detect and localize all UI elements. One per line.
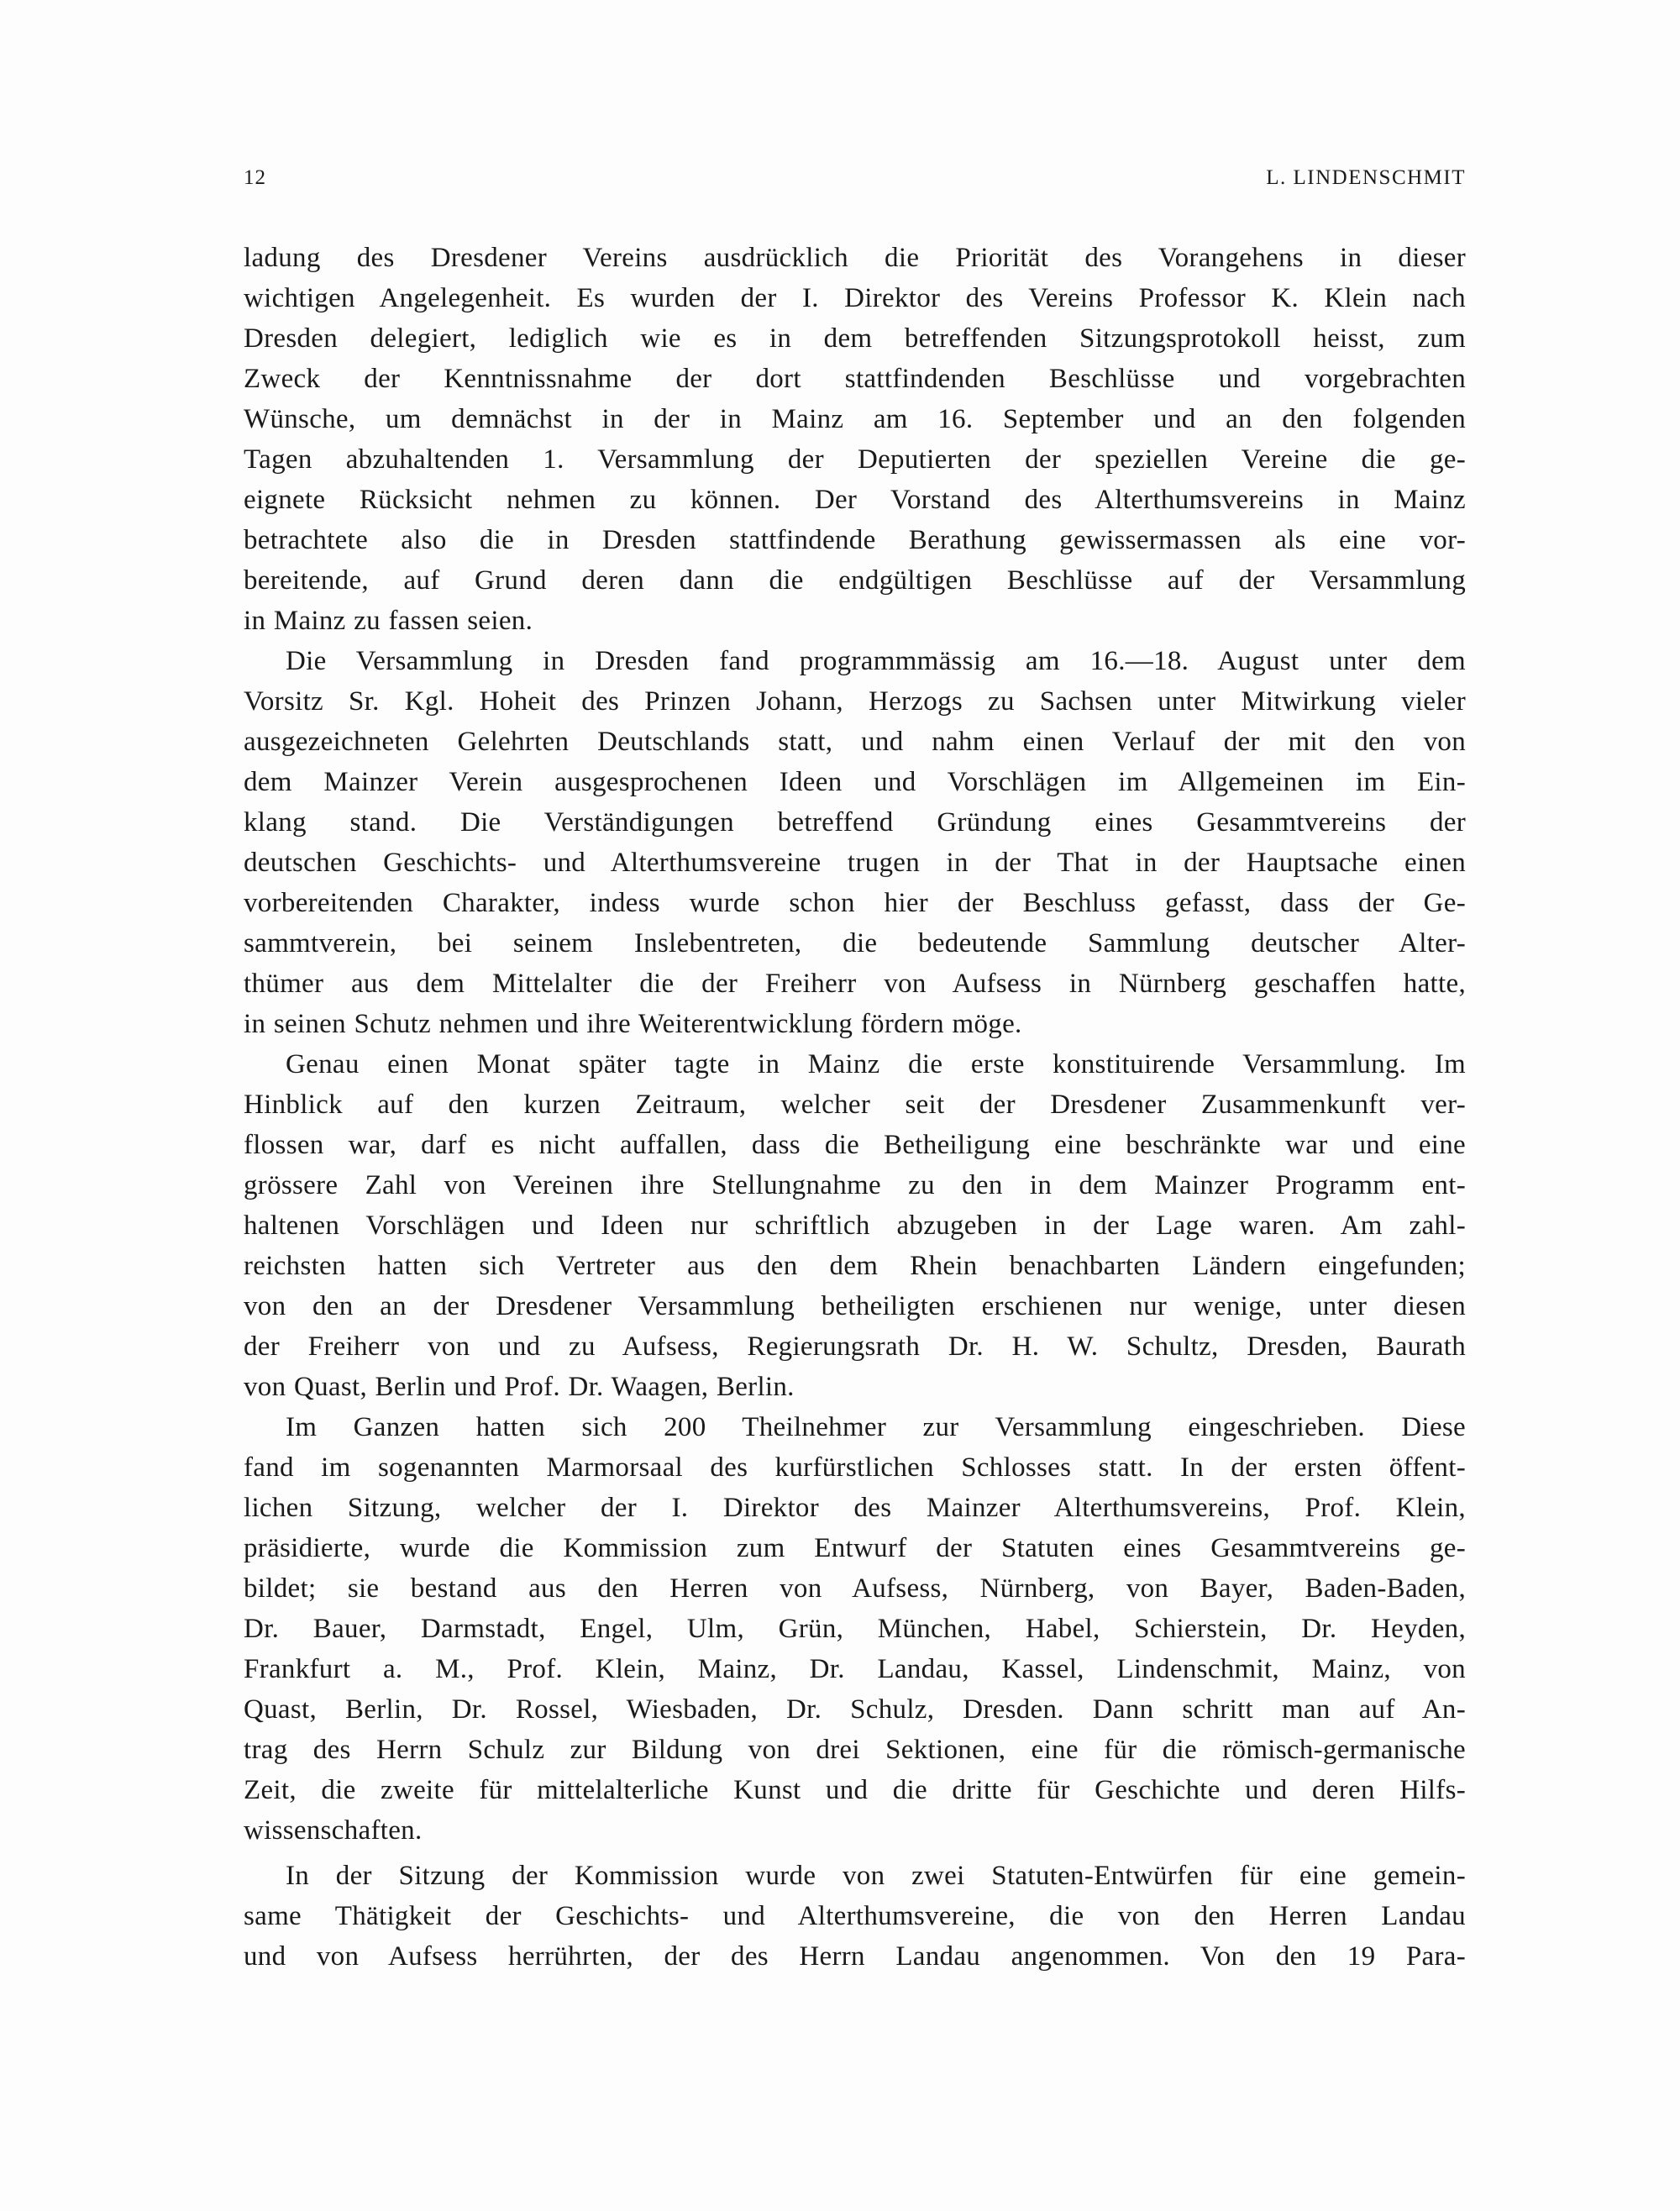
text-line: in Mainz zu fassen seien.: [244, 606, 533, 636]
text-line: Quast, Berlin, Dr. Rossel, Wiesbaden, Dr. Schulz, Dresden. Dann schritt man auf An-: [244, 1694, 1466, 1725]
text-line: in seinen Schutz nehmen und ihre Weiterentwicklung fördern möge.: [244, 1009, 1022, 1039]
text-line: same Thätigkeit der Geschichts- und Alterthumsvereine, die von den Herren Landau: [244, 1901, 1466, 1931]
text-line: Im Ganzen hatten sich 200 Theilnehmer zur Versammlung eingeschrieben. Diese: [286, 1412, 1466, 1442]
text-line: Die Versammlung in Dresden fand programmmässig am 16.—18. August unter dem: [286, 646, 1466, 676]
text-line: fand im sogenannten Marmorsaal des kurfürstlichen Schlosses statt. In der ersten öffent-: [244, 1452, 1466, 1483]
text-line: eignete Rücksicht nehmen zu können. Der Vorstand des Alterthumsvereins in Mainz: [244, 485, 1466, 515]
paragraph: [244, 1856, 1466, 1977]
text-line: lichen Sitzung, welcher der I. Direktor des Mainzer Alterthumsvereins, Prof. Klein,: [244, 1493, 1466, 1523]
text-line: haltenen Vorschlägen und Ideen nur schriftlich abzugeben in der Lage waren. Am zahl-: [244, 1211, 1466, 1241]
text-line: wissenschaften.: [244, 1815, 423, 1846]
text-line: klang stand. Die Verständigungen betreffend Gründung eines Gesammtvereins der: [244, 807, 1466, 838]
text-line: grössere Zahl von Vereinen ihre Stellungnahme zu den in dem Mainzer Programm ent-: [244, 1170, 1466, 1200]
paragraph: [244, 1044, 1466, 1407]
text-line: Frankfurt a. M., Prof. Klein, Mainz, Dr. Landau, Kassel, Lindenschmit, Mainz, von: [244, 1654, 1466, 1684]
text-line: Tagen abzuhaltenden 1. Versammlung der Deputierten der speziellen Vereine die ge-: [244, 444, 1466, 475]
text-line: Wünsche, um demnächst in der in Mainz am 16. September und an den folgenden: [244, 404, 1466, 434]
text-line: vorbereitenden Charakter, indess wurde schon hier der Beschluss gefasst, dass der Ge-: [244, 888, 1466, 918]
text-line: betrachtete also die in Dresden stattfindende Berathung gewissermassen als eine vor-: [244, 525, 1466, 555]
text-line: thümer aus dem Mittelalter die der Freiherr von Aufsess in Nürnberg geschaffen hatte,: [244, 969, 1466, 999]
text-line: Zeit, die zweite für mittelalterliche Kunst und die dritte für Geschichte und deren Hilfs-: [244, 1775, 1466, 1805]
text-line: Dresden delegiert, lediglich wie es in dem betreffenden Sitzungsprotokoll heisst, zum: [244, 323, 1466, 354]
body-text: [244, 238, 1466, 1977]
text-line: wichtigen Angelegenheit. Es wurden der I. Direktor des Vereins Professor K. Klein nach: [244, 283, 1466, 313]
running-head-author: L. LINDENSCHMIT: [1266, 166, 1466, 189]
text-line: ausgezeichneten Gelehrten Deutschlands statt, und nahm einen Verlauf der mit den von: [244, 727, 1466, 757]
text-line: Dr. Bauer, Darmstadt, Engel, Ulm, Grün, München, Habel, Schierstein, Dr. Heyden,: [244, 1614, 1466, 1644]
running-header: [244, 166, 1466, 200]
text-line: von den an der Dresdener Versammlung betheiligten erschienen nur wenige, unter diesen: [244, 1291, 1466, 1321]
text-line: sammtverein, bei seinem Inslebentreten, die bedeutende Sammlung deutscher Alter-: [244, 928, 1466, 958]
text-line: flossen war, darf es nicht auffallen, dass die Betheiligung eine beschränkte war und eine: [244, 1130, 1466, 1160]
text-line: Hinblick auf den kurzen Zeitraum, welcher seit der Dresdener Zusammenkunft ver-: [244, 1090, 1466, 1120]
text-line: und von Aufsess herrührten, der des Herrn Landau angenommen. Von den 19 Para-: [244, 1941, 1466, 1972]
text-line: Zweck der Kenntnissnahme der dort stattfindenden Beschlüsse und vorgebrachten: [244, 364, 1466, 394]
text-line: reichsten hatten sich Vertreter aus den dem Rhein benachbarten Ländern eingefunden;: [244, 1251, 1466, 1281]
text-line: bereitende, auf Grund deren dann die endgültigen Beschlüsse auf der Versammlung: [244, 565, 1466, 596]
paragraph: [244, 1407, 1466, 1851]
text-line: der Freiherr von und zu Aufsess, Regierungsrath Dr. H. W. Schultz, Dresden, Baurath: [244, 1331, 1466, 1362]
text-line: ladung des Dresdener Vereins ausdrücklich die Priorität des Vorangehens in dieser: [244, 243, 1466, 273]
text-line: präsidierte, wurde die Kommission zum Entwurf der Statuten eines Gesammtvereins ge-: [244, 1533, 1466, 1563]
paragraph: [244, 238, 1466, 641]
text-line: In der Sitzung der Kommission wurde von zwei Statuten-Entwürfen für eine gemein-: [286, 1861, 1466, 1891]
text-line: dem Mainzer Verein ausgesprochenen Ideen und Vorschlägen im Allgemeinen im Ein-: [244, 767, 1466, 797]
text-line: Vorsitz Sr. Kgl. Hoheit des Prinzen Johann, Herzogs zu Sachsen unter Mitwirkung vieler: [244, 686, 1466, 717]
paragraph: [244, 641, 1466, 1044]
text-line: bildet; sie bestand aus den Herren von Aufsess, Nürnberg, von Bayer, Baden-Baden,: [244, 1573, 1466, 1604]
text-line: trag des Herrn Schulz zur Bildung von drei Sektionen, eine für die römisch-germanische: [244, 1735, 1466, 1765]
page-number: 12: [244, 166, 266, 189]
text-line: deutschen Geschichts- und Alterthumsvereine trugen in der That in der Hauptsache einen: [244, 848, 1466, 878]
text-line: Genau einen Monat später tagte in Mainz die erste konstituirende Versammlung. Im: [286, 1049, 1466, 1079]
text-line: von Quast, Berlin und Prof. Dr. Waagen, Berlin.: [244, 1372, 795, 1402]
